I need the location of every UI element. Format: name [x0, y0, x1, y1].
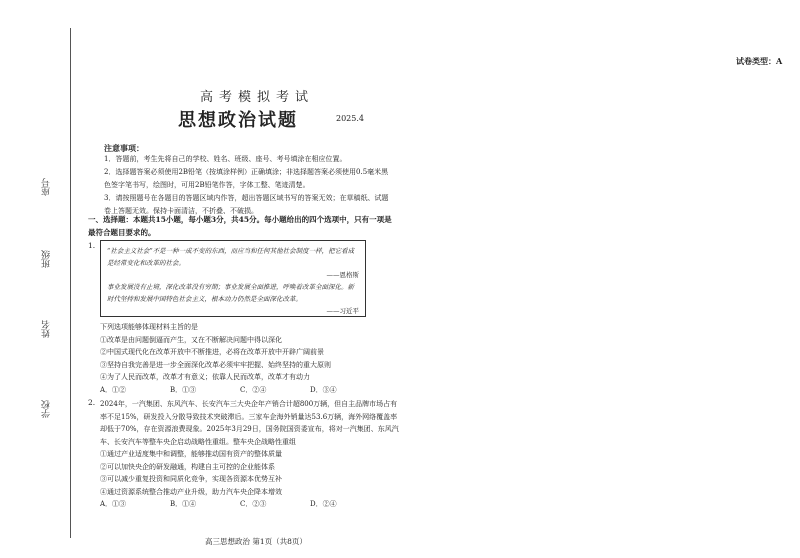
exam-date: 2025.4 [336, 114, 364, 123]
notice-item: 3．请按照题号在各题目的答题区域内作答，超出答题区域书写的答案无效；在草稿纸、试题卷上答题无效。保持卡面清洁，不折叠、不破损。 [104, 194, 389, 215]
statement: ②中国式现代化在改革开放中不断推进，必将在改革开放中开辟广阔前景 [100, 348, 324, 356]
question-2 [100, 398, 400, 511]
option-b[interactable]: B．①④ [170, 500, 197, 508]
statement: ④通过资源系统整合推动产业升级，助力汽车央企降本增效 [100, 487, 282, 496]
exam-name: 高考模拟考试 [200, 90, 315, 105]
notice-item: 2．选择题答案必须使用2B铅笔（按填涂样例）正确填涂；非选择题答案必须使用0.5毫米黑色签字笔书写，绘图时，可用2B铅笔作答，字体工整、笔迹清楚。 [104, 168, 389, 189]
statement: ①通过产业适度集中和调整，能够推动国有资产的整体质量 [100, 450, 282, 458]
margin-field-name [40, 320, 53, 338]
option-b[interactable]: B．①③ [170, 385, 197, 394]
answer-options [100, 498, 400, 511]
question-1 [100, 321, 400, 396]
question-stem: 下列选项能够体现材料主旨的是 [100, 323, 198, 331]
notice-title: 注意事项： [104, 143, 144, 153]
statement: ①改革是由问题倒逼而产生，又在不断解决问题中得以深化 [100, 335, 282, 344]
option-c[interactable]: C．②③ [240, 500, 267, 508]
quote-source: ——习近平 [326, 307, 359, 315]
page-footer: 高三思想政治 第1页（共8页） [205, 537, 307, 546]
page-title: 思想政治试题 [178, 110, 298, 131]
class-label: 班级 [42, 250, 52, 268]
question-2-number: 2. [88, 398, 96, 407]
quote-text: 事业发展没有止境，深化改革没有穷期；事业发展全面推进，呼唤着改革全面深化。新时代坚持和发展中国特色社会主义，根本动力仍然是全面深化改革。 [107, 283, 354, 303]
binding-line [70, 28, 71, 538]
question-1-number: 1. [88, 241, 96, 250]
school-label: 学校 [42, 400, 52, 418]
option-c[interactable]: C．②④ [240, 385, 267, 394]
statement: ③可以减少重复投资和同质化竞争，实现各资源本优势互补 [100, 475, 282, 483]
paper-type: 试卷类型：A [736, 56, 783, 66]
quote-text: “社会主义社会”不是一种一成不变的东西，而应当和任何其他社会制度一样，把它看成是经常变化和改革的社会。 [107, 247, 355, 267]
seat-label: 座号 [42, 178, 52, 196]
margin-field-seat [40, 178, 53, 196]
quote-box [100, 240, 366, 317]
question-text: 2024年，一汽集团、东风汽车、长安汽车三大央企年产销合计超800万辆，但自主品牌市场占有率不足15%，研发投入分散导致技术突破滞后。三家车企海外销量达53.6万辆，海外网络覆盖率却低于70%，存在资源浪费现象。2025年3月29日，国务院国资委宣布，将对一汽集团、东风汽车、长安汽车等整车央企启动战略性重组。整车央企战略性重组 [100, 400, 399, 446]
margin-field-class [40, 250, 53, 268]
option-a[interactable]: A．①③ [100, 500, 127, 508]
option-a[interactable]: A．①② [100, 385, 127, 394]
statement: ④为了人民而改革，改革才有意义；依靠人民而改革，改革才有动力 [100, 373, 310, 381]
statement: ②可以加快央企的研发融通，构建自主可控的企业能体系 [100, 462, 275, 471]
name-label: 姓名 [42, 320, 52, 338]
notice-item: 1．答题前，考生先将自己的学校、姓名、班级、座号、考号填涂在相应位置。 [104, 155, 347, 163]
section-header: 一、选择题：本题共15小题，每小题3分，共45分。每小题给出的四个选项中，只有一项是最符合题目要求的。 [88, 215, 392, 237]
option-d[interactable]: D．②④ [310, 500, 337, 508]
margin-field-school [40, 400, 53, 418]
statement: ③坚持自我完善是进一步全面深化改革必须牢牢把握、始终坚持的重大原则 [100, 360, 331, 369]
option-d[interactable]: D．③④ [310, 385, 337, 394]
quote-source: ——恩格斯 [326, 271, 359, 279]
notice-list [104, 153, 394, 218]
answer-options [100, 384, 400, 397]
